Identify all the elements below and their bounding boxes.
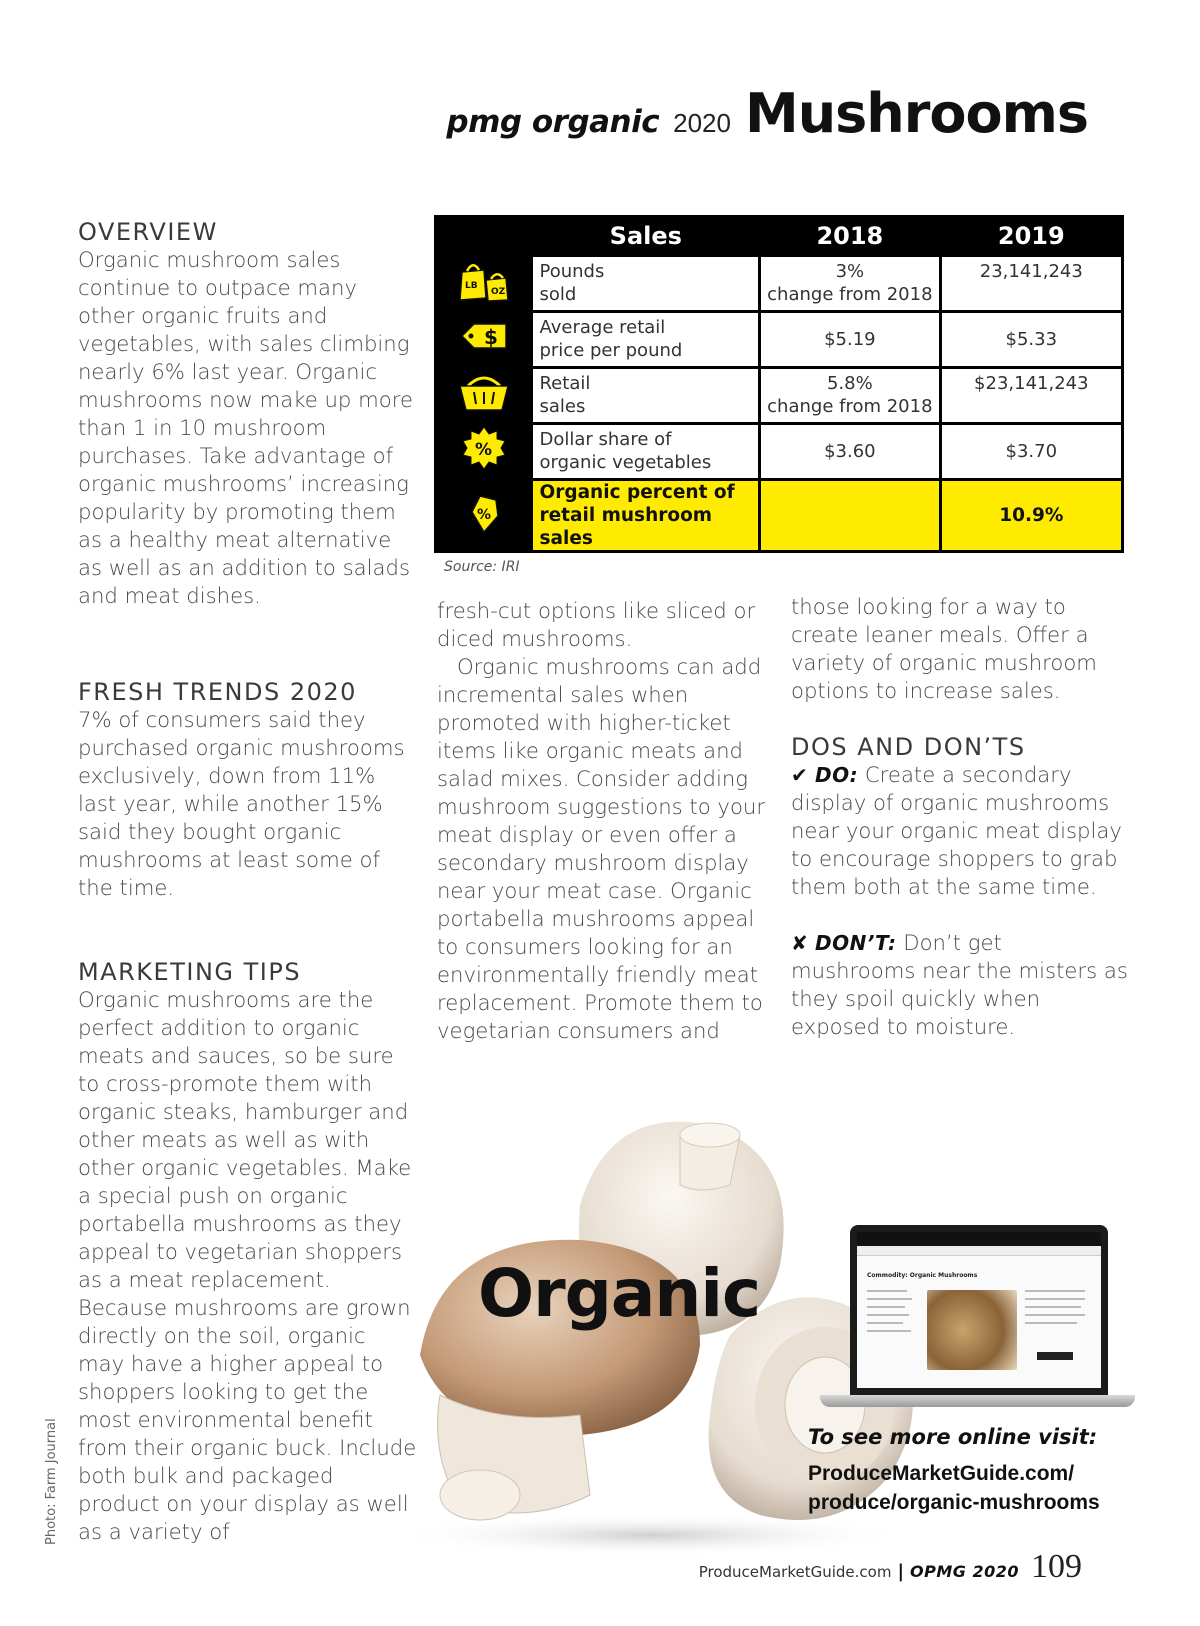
page-footer	[699, 1548, 1082, 1586]
photo-credit: Photo: Farm Journal	[44, 1418, 59, 1545]
organic-wordmark: Organic	[478, 1255, 761, 1332]
sales-table-wrapper	[434, 215, 1124, 575]
cell-2018: 5.8%	[826, 373, 873, 394]
footer-site: ProduceMarketGuide.com	[698, 1563, 892, 1581]
online-url[interactable]	[808, 1459, 1100, 1517]
overview-text: Organic mushroom sales continue to outpace many other organic fruits and vegetables, with sales climbing nearly 6% last year. Organic mushrooms now make up more than 1 in 10 mushroom purchases. Take advantage of organic mushrooms’ increasing popularity by promoting them as a healthy meat alternative as well as an addition to salads and meat dishes.	[78, 247, 413, 608]
table-row	[436, 423, 1123, 479]
row-label: Organic percent of	[539, 481, 735, 503]
online-callout	[808, 1425, 1100, 1517]
row-label: Dollar share of	[539, 429, 672, 450]
row-label: Pounds	[539, 261, 605, 282]
row-label: sold	[539, 284, 577, 305]
row-label: price per pound	[539, 340, 683, 361]
dos-donts-heading: DOS AND DON’TS	[791, 733, 1026, 761]
online-url-line-2[interactable]: produce/organic-mushrooms	[808, 1491, 1100, 1514]
marketing-tips-heading: MARKETING TIPS	[78, 958, 302, 986]
do-text: Create a secondary display of organic mushrooms near your organic meat display to encourage shoppers to grab them both at the same time.	[791, 762, 1122, 899]
right-column	[791, 593, 1131, 1041]
table-row	[436, 255, 1123, 311]
cell-2018	[760, 479, 941, 551]
footer-magazine: OPMG 2020	[910, 1562, 1019, 1581]
table-header-2018: 2018	[760, 215, 941, 255]
fresh-trends-text: 7% of consumers said they purchased organic mushrooms exclusively, down from 11% last year, while another 15% said they bought organic mushrooms at least some of the time.	[78, 707, 405, 900]
row-label: sales	[539, 396, 586, 417]
page-number: 109	[1031, 1548, 1082, 1585]
online-url-line-1[interactable]: ProduceMarketGuide.com/	[808, 1462, 1075, 1485]
cell-2018: 3%	[835, 261, 865, 282]
sales-table	[434, 215, 1124, 553]
cell-2019: $3.70	[940, 423, 1122, 479]
svg-text:$: $	[483, 325, 498, 349]
cell-2018-note: change from 2018	[767, 396, 933, 417]
table-row	[436, 311, 1123, 367]
marketing-tips-text: Organic mushrooms are the perfect addition to organic meats and sauces, so be sure to cross-promote them with organic steaks, hamburger and other meats as well as with other organic vegetables. Make a special push on organic portabella mushrooms as they appeal to vegetarian shoppers as a meat replacement. Because mushrooms are grown directly on the soil, organic may have a higher appeal to shoppers looking to get the most environmental benefit from their organic buck. Include both bulk and packaged product on your display as well as a variety of	[78, 987, 417, 1544]
brand-logo: pmg organic	[446, 104, 660, 140]
left-column	[78, 218, 418, 1546]
svg-text:%: %	[476, 507, 491, 523]
website-title: Commodity: Organic Mushrooms	[867, 1272, 978, 1279]
header-year: 2020	[673, 108, 731, 138]
website-screenshot	[857, 1232, 1101, 1388]
svg-text:%: %	[474, 440, 492, 460]
svg-text:OZ: OZ	[490, 287, 505, 297]
cell-2019: 23,141,243	[940, 255, 1122, 311]
table-header-sales: Sales	[532, 215, 760, 255]
dont-paragraph	[791, 929, 1131, 1041]
footer-separator: |	[897, 1561, 905, 1582]
row-label: retail mushroom sales	[539, 504, 713, 549]
svg-text:LB: LB	[464, 281, 478, 291]
cross-icon: ✘	[791, 931, 809, 955]
dont-label: DON’T:	[815, 931, 897, 955]
fresh-trends-heading: FRESH TRENDS 2020	[78, 678, 357, 706]
cell-2019: $5.33	[940, 311, 1122, 367]
col2-paragraph-1: fresh-cut options like sliced or diced mushrooms.	[437, 598, 756, 651]
middle-column	[437, 597, 769, 1045]
row-label: organic vegetables	[539, 452, 712, 473]
cell-2018: $5.19	[760, 311, 941, 367]
table-header-2019: 2019	[940, 215, 1122, 255]
row-label: Average retail	[539, 317, 666, 338]
row-label: Retail	[539, 373, 591, 394]
do-paragraph	[791, 761, 1131, 901]
page-title: Mushrooms	[744, 82, 1088, 145]
overview-heading: OVERVIEW	[78, 218, 218, 246]
lb-oz-bags-icon	[456, 258, 512, 302]
table-row	[436, 367, 1123, 423]
basket-icon	[456, 370, 512, 414]
checkmark-icon: ✔	[791, 763, 809, 787]
page-header	[446, 82, 1088, 145]
dont-text: Don’t get mushrooms near the misters as they spoil quickly when exposed to moisture.	[791, 930, 1128, 1039]
percent-tag-icon	[456, 490, 512, 534]
table-source: Source: IRI	[444, 558, 520, 575]
laptop-illustration	[820, 1225, 1135, 1410]
online-cta: To see more online visit:	[808, 1425, 1098, 1449]
do-label: DO:	[815, 763, 859, 787]
price-tag-icon	[456, 314, 512, 358]
cell-2018: $3.60	[760, 423, 941, 479]
col3-paragraph-1: those looking for a way to create leaner meals. Offer a variety of organic mushroom options to increase sales.	[791, 594, 1097, 703]
percent-badge-icon	[456, 426, 512, 470]
cell-2019: 10.9%	[940, 479, 1122, 551]
cell-2019: $23,141,243	[940, 367, 1122, 423]
table-row-highlight	[436, 479, 1123, 551]
cell-2018-note: change from 2018	[767, 284, 933, 305]
col2-paragraph-2: Organic mushrooms can add incremental sales when promoted with higher-ticket items like organic meats and salad mixes. Consider adding mushroom suggestions to your meat display or even offer a secondary mushroom display near your meat case. Organic portabella mushrooms appeal to consumers looking for an environmentally friendly meat replacement. Promote them to vegetarian consumers and	[437, 654, 766, 1043]
